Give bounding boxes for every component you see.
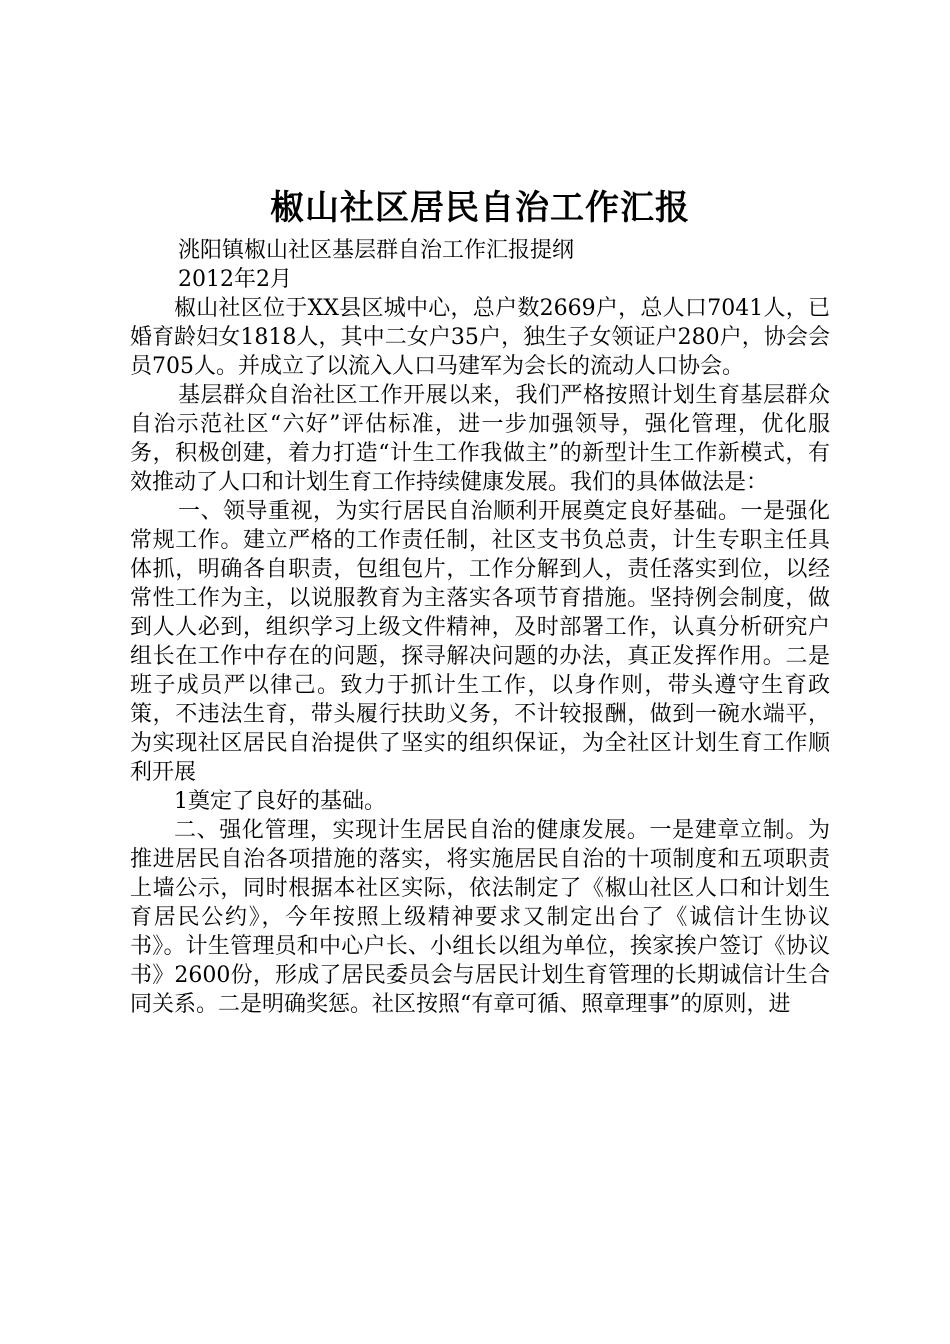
paragraph-section-one: 一、领导重视，为实行居民自治顺利开展奠定良好基础。一是强化常规工作。建立严格的工作责任制，社区支书负总责，计生专职主任具体抓，明确各自职责，包组包片，工作分解到人，责任落实到位，以经常性工作为主，以说服教育为主落实各项节育措施。坚持例会制度，做到人人必到，组织学习上级文件精神，及时部署工作，认真分析研究户组长在工作中存在的问题，探寻解决问题的办法，真正发挥作用。二是班子成员严以律己。致力于抓计生工作，以身作则，带头遵守生育政策，不违法生育，带头履行扶助义务，不计较报酬，做到一碗水端平，为实现社区居民自治提供了坚实的组织保证，为全社区计划生育工作顺利开展	[130, 499, 830, 785]
paragraph-introduction: 基层群众自治社区工作开展以来，我们严格按照计划生育基层群众自治示范社区“六好”评估标准，进一步加强领导，强化管理，优化服务，积极创建，着力打造“计生工作我做主”的新型计生工作新模式，有效推动了人口和计划生育工作持续健康发展。我们的具体做法是：	[130, 383, 830, 495]
paragraph-overview: 椒山社区位于XX县区城中心，总户数2669户，总人口7041人，已婚育龄妇女1818人，其中二女户35户，独生子女领证户280户，协会会员705人。并成立了以流入人口马建军为会长的流动人口协会。	[130, 296, 830, 379]
paragraph-section-two: 二、强化管理，实现计生居民自治的健康发展。一是建章立制。为推进居民自治各项措施的落实，将实施居民自治的十项制度和五项职责上墙公示，同时根据本社区实际，依法制定了《椒山社区人口和计划生育居民公约》，今年按照上级精神要求又制定出台了《诚信计生协议书》。计生管理员和中心户长、小组长以组为单位，挨家挨户签订《协议书》2600份，形成了居民委员会与居民计划生育管理的长期诚信计生合同关系。二是明确奖惩。社区按照“有章可循、照章理事”的原则，进	[130, 818, 830, 1017]
document-title: 椒山社区居民自治工作汇报	[270, 188, 690, 228]
paragraph-section-one-end: 1奠定了良好的基础。	[174, 789, 386, 814]
document-page	[130, 186, 830, 1019]
document-subtitle: 洮阳镇椒山社区基层群自治工作汇报提纲	[178, 238, 575, 263]
document-date: 2012年2月	[178, 267, 292, 292]
